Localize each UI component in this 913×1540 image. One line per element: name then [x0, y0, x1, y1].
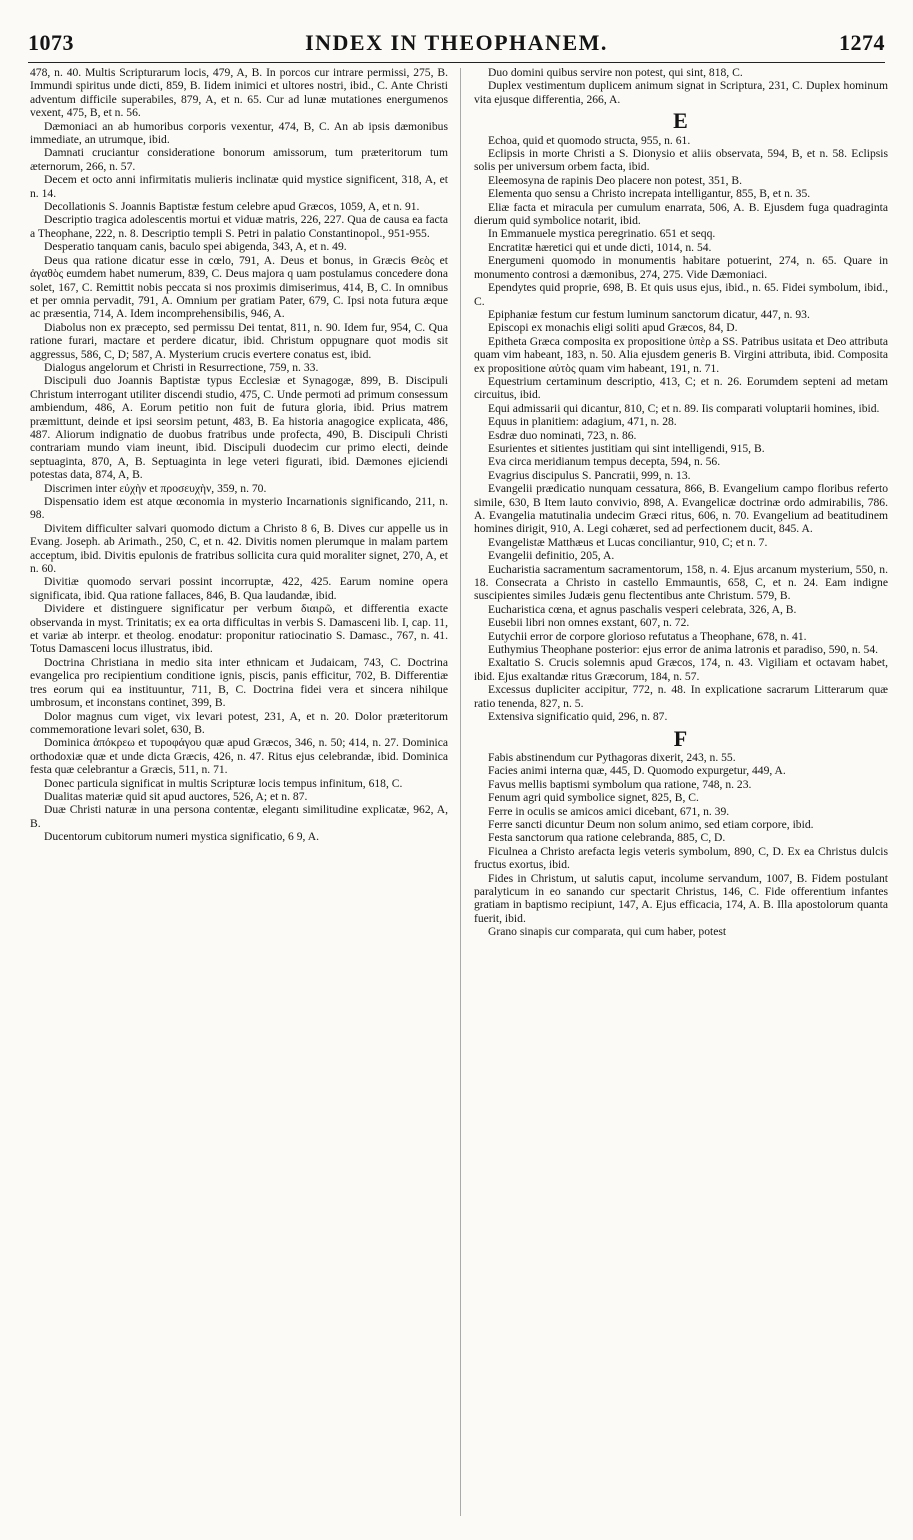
header-rule [28, 62, 885, 63]
index-entry: Ficulnea a Christo arefacta legis veteris symbolum, 890, C, D. Ex ea Christus dulcis fructus exortus, ibid. [474, 844, 888, 872]
index-entry: Eutychii error de corpore glorioso refutatus a Theophane, 678, n. 41. [488, 629, 807, 643]
index-entry: Epiphaniæ festum cur festum luminum sanctorum dicatur, 447, n. 93. [488, 307, 810, 321]
index-entry: Discrimen inter εὐχὴν et προσευχὴν, 359, n. 70. [44, 481, 267, 495]
index-entry: Elementa quo sensu a Christo increpata intelligantur, 855, B, et n. 35. [488, 187, 811, 201]
index-entry: Fides in Christum, ut salutis caput, incolume servandum, 1007, B. Fidem postulant paralyticum in eo sanando cur spectarit Christus, 146, C. Fide offerentium infantes gratiam in baptismo recipiunt, 147, A. Ejus efficacia, 174, A. B. Illa apostolorum quanta fuerit, ibid. [474, 871, 888, 925]
index-entry: Eliæ facta et miracula per cumulum enarrata, 506, A. B. Ejusdem fuga quadraginta dierum quid symbolice notarit, ibid. [474, 200, 888, 228]
index-entry: Descriptio tragica adolescentis mortui et viduæ matris, 226, 227. Qua de causa ea facta a Theophane, 222, n. 8. Descriptio templi S. Petri in palatio Constantinopol., 951-955. [30, 213, 448, 240]
index-entry: Energumeni quomodo in monumentis habitare potuerint, 274, n. 65. Quare in monumento controsi a dæmonibus, 274, 275. Vide Dæmoniaci. [474, 254, 888, 281]
column-divider [460, 68, 461, 1516]
index-entry: Eusebii libri non omnes exstant, 607, n. 72. [488, 616, 690, 630]
index-entry: Damnati cruciantur consideratione bonorum amissorum, tum præteritorum tum æternorum, 266, n. 57. [30, 146, 448, 173]
index-entry: Encratitæ hæretici qui et unde dicti, 1014, n. 54. [488, 240, 712, 254]
index-entry: Evagrius discipulus S. Pancratii, 999, n. 13. [488, 468, 691, 482]
page-title: INDEX IN THEOPHANEM. [305, 30, 608, 55]
index-entry: Excessus dupliciter accipitur, 772, n. 48. In explicatione sacrarum Litterarum quæ ratio tenenda, 827, n. 5. [474, 683, 888, 710]
index-entry: Fabis abstinendum cur Pythagoras dixerit, 243, n. 55. [488, 750, 736, 764]
index-entry: Extensiva significatio quid, 296, n. 87. [488, 710, 668, 724]
index-entry: Decollationis S. Joannis Baptistæ festum celebre apud Græcos, 1059, A, et n. 91. [44, 200, 420, 214]
section-f-entries [474, 751, 888, 939]
index-entry: Ducentorum cubitorum numeri mystica significatio, 6 9, A. [44, 830, 319, 844]
index-entry: Doctrina Christiana in medio sita inter ethnicam et Judaicam, 743, C. Doctrina evangelica pro recipientium conditione ignis, piscis, panis efficitur, 702, B. Differentiæ tres eorum qui ea instituuntur, 711, B, C. Doctrina fidei vera et sincera nihilque umbrosum, et inconstans continet, 399, B. [30, 655, 448, 710]
index-entry: Ferre sancti dicuntur Deum non solum animo, sed etiam corpore, ibid. [488, 817, 814, 831]
index-entry: In Emmanuele mystica peregrinatio. 651 et seqq. [488, 227, 716, 241]
index-entry: Festa sanctorum qua ratione celebranda, 885, C, D. [488, 831, 726, 845]
index-entry: Equi admissarii qui dicantur, 810, C; et n. 89. Iis comparati voluptarii homines, ibid. [488, 401, 880, 415]
index-entry: Ependytes quid proprie, 698, B. Et quis usus ejus, ibid., n. 65. Fidei symbolum, ibid., C. [474, 281, 888, 308]
index-entry: Eucharistia sacramentum sacramentorum, 158, n. 4. Ejus arcanum mysterium, 550, n. 18. Consecrata a Christo in castello Emmauntis, 658, C, et n. 24. Eam indigne suscipientes similes Judæis genu flectentibus ante Christum. 579, B. [474, 562, 888, 603]
index-entry: Echoa, quid et quomodo structa, 955, n. 61. [488, 133, 691, 147]
index-entry: Dolor magnus cum viget, vix levari potest, 231, A, et n. 20. Dolor præteritorum commemoratione levari solet, 630, B. [30, 709, 448, 736]
section-letter-e: E [673, 108, 689, 134]
right-top-entries [474, 66, 888, 106]
index-entry: Eva circa meridianum tempus decepta, 594, n. 56. [488, 455, 721, 469]
page-header [28, 30, 885, 60]
index-entry: Duæ Christi naturæ in una persona contentæ, elegantı similitudine explicatæ, 962, A, B. [30, 803, 448, 830]
index-entry: Dualitas materiæ quid sit apud auctores, 526, A; et n. 87. [44, 789, 308, 803]
section-e-entries [474, 134, 888, 724]
index-entry: Evangelistæ Matthæus et Lucas conciliantur, 910, C; et n. 7. [488, 535, 768, 549]
left-column [30, 66, 448, 1520]
index-entry: Decem et octo anni infirmitatis mulieris inclinatæ quid mystice significent, 318, A, et n. 14. [30, 173, 448, 200]
index-entry: Favus mellis baptismi symbolum qua ratione, 748, n. 23. [488, 777, 752, 791]
index-entry: Eclipsis in morte Christi a S. Dionysio et aliis observata, 594, B, et n. 58. Eclipsis solis per universum orbem facta, ibid. [474, 147, 888, 174]
right-column [474, 66, 888, 1520]
index-entry: Equestrium certaminum descriptio, 413, C; et n. 26. Eorumdem septeni ad metam circuitus, ibid. [474, 374, 888, 402]
index-entry: Dividere et distinguere significatur per verbum διαιρῶ, et differentia exacte observanda in myst. Trinitatis; ex ea orta difficultas in verbis S. Damasceni lib. I, cap. 11, et variæ ab interpr. et theolog. enodatur: proponitur ratiocinatio S. Damasc., 767, n. 41. Totus Damasceni locus illustratus, ibid. [30, 602, 448, 656]
index-entry: Facies animi interna quæ, 445, D. Quomodo expurgetur, 449, A. [488, 764, 786, 778]
index-entry: Dæmoniaci an ab humoribus corporis vexentur, 474, B, C. An ab ipsis dæmonibus immediate, an utrumque, ibid. [30, 119, 448, 147]
index-entry: Desperatio tanquam canis, baculo spei abigenda, 343, A, et n. 49. [44, 240, 347, 254]
index-entry: Divitem difficulter salvari quomodo dictum a Christo 8 6, B. Dives cur appelle us in Evang. Joseph. ab Arimath., 250, C, et n. 42. Divitis nomen plerumque in malam partem acceptum, ibid. Divitis epulonis de fratribus sollicita cura quid moraliter signet, 270, A, et n. 60. [30, 521, 448, 576]
index-entry: Evangelii definitio, 205, A. [488, 549, 615, 563]
index-entry: Esurientes et sitientes justitiam qui sint intelligendi, 915, B. [488, 441, 765, 455]
section-letter-f: F [673, 725, 689, 751]
index-entry: Equus in planitiem: adagium, 471, n. 28. [488, 415, 677, 429]
index-entry: Dispensatio idem est atque œconomia in mysterio Incarnationis significando, 211, n. 98. [30, 495, 448, 522]
index-entry: Esdræ duo nominati, 723, n. 86. [488, 428, 637, 442]
index-entry: Eucharistica cœna, et agnus paschalis vesperi celebrata, 326, A, B. [488, 602, 797, 616]
index-entry: Dialogus angelorum et Christi in Resurrectione, 759, n. 33. [44, 360, 319, 374]
index-entry: Dominica ἀπόκρεω et τυροφάγου quæ apud Græcos, 346, n. 50; 414, n. 27. Dominica orthodoxiæ quæ et unde dicta Græcis, 426, n. 47. Ritus ejus celebrandæ, ibid. Dominica festa quæ celebrantur a Græcis, 511, n. 71. [30, 736, 448, 777]
index-entry: Deus qua ratione dicatur esse in cœlo, 791, A. Deus et bonus, in Græcis Θεὸς et ἀγαθὸς eumdem habet numerum, 839, C. Deus majora q uam postulamus concedere dona solet, 167, C. Remittit nobis peccata si nos proximis dimiserimus, 414, B, C. In omnibus et per omnia pervadit, 791, A. Omnium per gratiam Pater, 679, C. Ipsi nota futura æque ac præsentia, 714, A. Idem incomprehensibilis, 946, A. [30, 253, 448, 321]
index-entry: Ferre in oculis se amicos amici dicebant, 671, n. 39. [488, 804, 730, 818]
index-entry: Duo domini quibus servire non potest, qui sint, 818, C. [488, 66, 743, 79]
index-entry: Grano sinapis cur comparata, qui cum haber, potest [488, 925, 727, 939]
index-entry: Euthymius Theophane posterior: ejus error de anima latronis et paradiso, 590, n. 54. [488, 643, 879, 657]
index-entry: 478, n. 40. Multis Scripturarum locis, 479, A, B. In porcos cur intrare permissi, 275, B. Immundi spiritus unde dicti, 859, B. Iidem inimici et ultores nostri, ibid., C. Ante Christi adventum difficile superabiles, 879, A, et n. 65. Cur ad lunæ mutationes energumenos vexent, 475, B, et n. 56. [30, 66, 448, 120]
index-entry: Diabolus non ex præcepto, sed permissu Dei tentat, 811, n. 90. Idem fur, 954, C. Qua ratione furari, mactare et perdere dicatur, ibid. Christum oppugnare quot modis sit aggressus, 586, C, D; 587, A. Mysterium crucis evertere conatus est, ibid. [30, 320, 448, 361]
index-entry: Episcopi ex monachis eligi soliti apud Græcos, 84, D. [488, 321, 738, 335]
index-entry: Donec particula significat in multis Scripturæ locis tempus infinitum, 618, C. [44, 776, 403, 790]
index-entry: Eleemosyna de rapinis Deo placere non potest, 351, B. [488, 173, 743, 187]
left-column-number: 1073 [28, 30, 74, 55]
index-entry: Divitiæ quomodo servari possint incorruptæ, 422, 425. Earum nomine opera significata, ibid. Qua ratione fallaces, 846, B. Qua laudandæ, ibid. [30, 575, 448, 602]
index-entry: Fenum agri quid symbolice signet, 825, B, C. [488, 791, 699, 805]
index-entry: Epitheta Græca composita ex propositione ὑπὲρ a SS. Patribus usitata et Deo attributa quam vim habeant, 183, n. 50. Alia ejusdem generis B. Virgini attributa, ibid. Composita ex propositione αὐτὸς quam vim habeant, 191, n. 71. [474, 334, 888, 375]
index-entry: Discipuli duo Joannis Baptistæ typus Ecclesiæ et Synagogæ, 899, B. Discipuli Christum interrogant utiliter discendi studio, 475, C. Unde permoti ad primum consessum ambiendum, 486, A. Eorum petitio non fuit de futura gloria, ibid. Prius matrem præmittunt, deinde et ipsi seorsim petunt, 483, B. Ea historia anagogice explicata, 486, 487. Aliorum indignatio de duobus fratribus unde profecta, 490, B. Discipuli Christi contrariam mundo viam ineunt, ibid. Discipuli duodecim cur primo electi, deinde septuaginta, 870, A, B. Septuaginta in lege veteri figurati, ibid. Dæmones ejiciendi potestas data, 874, A, B. [30, 374, 448, 482]
index-entry: Exaltatio S. Crucis solemnis apud Græcos, 174, n. 43. Vigiliam et octavam habet, ibid. Ejus exaltandæ ritus Græcorum, 184, n. 57. [474, 656, 888, 683]
index-entry: Evangelii prædicatio nunquam cessatura, 866, B. Evangelium campo floribus referto simile, 630, B Item lauto convivio, 898, A. Evangelicæ doctrinæ ordo admirabilis, 786. A. Evangelia matutinalia undecim Græci ritus, 606, n. 70. Evangelium ad beatitudinem homines dirigit, 910, A. Legi cohæret, sed ad perfectionem ducit, 845. A. [474, 482, 888, 536]
index-entry: Duplex vestimentum duplicem animum signat in Scriptura, 231, C. Duplex hominum vita ejusque differentia, 266, A. [474, 79, 888, 106]
right-column-number: 1274 [839, 30, 885, 55]
